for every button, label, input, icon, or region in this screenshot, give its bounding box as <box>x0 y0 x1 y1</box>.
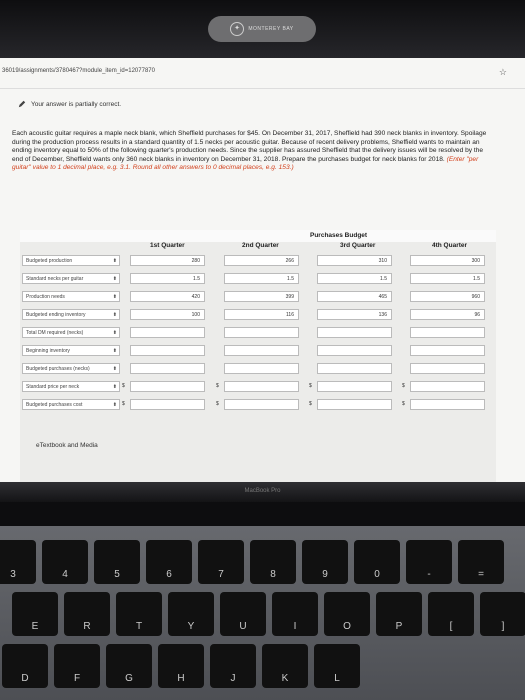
row-label-select[interactable] <box>22 381 120 392</box>
budget-input-q2[interactable]: 116 <box>224 309 299 320</box>
panel-title-bar <box>20 230 496 242</box>
row-label-text: Standard price per neck <box>26 384 80 390</box>
budget-input-q4[interactable] <box>410 381 485 392</box>
divider <box>0 88 525 89</box>
dollar-sign: $ <box>216 383 219 389</box>
budget-title: Purchases Budget <box>310 232 368 239</box>
brand-label: MacBook Pro <box>244 488 281 494</box>
table-row <box>20 309 496 324</box>
badge-text: MONTEREY BAY <box>248 26 294 32</box>
key[interactable]: T <box>116 592 162 636</box>
budget-input-q1[interactable] <box>130 363 205 374</box>
url-text: 36019/assignments/3780467?module_item_id=12077870 <box>2 68 155 74</box>
table-row <box>20 255 496 270</box>
row-label-text: Budgeted purchases cost <box>26 402 83 408</box>
key[interactable]: 9 <box>302 540 348 584</box>
budget-input-q1[interactable] <box>130 327 205 338</box>
keyboard <box>0 502 525 700</box>
row-label-text: Standard necks per guitar <box>26 276 84 282</box>
budget-input-q4[interactable]: 300 <box>410 255 485 266</box>
row-label-select[interactable] <box>22 327 120 338</box>
question-hint: (Enter "per guitar" value to 1 decimal place, e.g. 3.1. Round all other answers to 0 decimal places, e.g. 153.) <box>12 155 479 172</box>
budget-input-q2[interactable] <box>224 363 299 374</box>
row-label-select[interactable] <box>22 255 120 266</box>
budget-input-q4[interactable] <box>410 399 485 410</box>
dollar-sign: $ <box>122 383 125 389</box>
row-label-select[interactable] <box>22 399 120 410</box>
budget-input-q1[interactable] <box>130 399 205 410</box>
table-row <box>20 399 496 414</box>
key[interactable]: 5 <box>94 540 140 584</box>
key[interactable]: - <box>406 540 452 584</box>
row-label-select[interactable] <box>22 345 120 356</box>
key[interactable]: K <box>262 644 308 688</box>
key[interactable]: 6 <box>146 540 192 584</box>
key[interactable]: L <box>314 644 360 688</box>
quarter-3-header: 3rd Quarter <box>340 242 376 249</box>
key[interactable]: E <box>12 592 58 636</box>
dollar-sign: $ <box>402 401 405 407</box>
row-label-select[interactable] <box>22 273 120 284</box>
key[interactable]: 8 <box>250 540 296 584</box>
row-label-text: Beginning inventory <box>26 348 70 354</box>
select-arrow-icon: ⬍ <box>112 258 117 264</box>
budget-input-q3[interactable] <box>317 399 392 410</box>
budget-input-q3[interactable]: 465 <box>317 291 392 302</box>
badge-logo-icon: ✦ <box>230 22 244 36</box>
etextbook-link[interactable]: eTextbook and Media <box>36 442 98 449</box>
key[interactable]: = <box>458 540 504 584</box>
select-arrow-icon: ⬍ <box>112 312 117 318</box>
key[interactable]: I <box>272 592 318 636</box>
function-key-row[interactable] <box>0 502 525 526</box>
row-label-text: Production needs <box>26 294 65 300</box>
row-label-text: Total DM required (necks) <box>26 330 84 336</box>
budget-input-q4[interactable] <box>410 327 485 338</box>
key[interactable]: 3 <box>0 540 36 584</box>
key[interactable]: 0 <box>354 540 400 584</box>
dollar-sign: $ <box>309 383 312 389</box>
budget-input-q1[interactable]: 420 <box>130 291 205 302</box>
partial-correct-banner <box>18 100 121 108</box>
select-arrow-icon: ⬍ <box>112 366 117 372</box>
table-row <box>20 291 496 306</box>
budget-input-q2[interactable] <box>224 399 299 410</box>
key[interactable]: 4 <box>42 540 88 584</box>
table-row <box>20 363 496 378</box>
budget-input-q2[interactable] <box>224 381 299 392</box>
row-label-select[interactable] <box>22 363 120 374</box>
select-arrow-icon: ⬍ <box>112 276 117 282</box>
budget-input-q3[interactable] <box>317 381 392 392</box>
budget-input-q2[interactable] <box>224 345 299 356</box>
dollar-sign: $ <box>309 401 312 407</box>
row-label-select[interactable] <box>22 309 120 320</box>
row-label-text: Budgeted purchases (necks) <box>26 366 90 372</box>
key[interactable]: F <box>54 644 100 688</box>
device-badge <box>208 16 316 42</box>
budget-input-q2[interactable]: 1.5 <box>224 273 299 284</box>
key[interactable]: [ <box>428 592 474 636</box>
select-arrow-icon: ⬍ <box>112 384 117 390</box>
row-label-select[interactable] <box>22 291 120 302</box>
table-row <box>20 327 496 342</box>
pencil-icon <box>18 100 26 108</box>
row-label-text: Budgeted ending inventory <box>26 312 86 318</box>
dollar-sign: $ <box>402 383 405 389</box>
budget-input-q3[interactable]: 136 <box>317 309 392 320</box>
select-arrow-icon: ⬍ <box>112 402 117 408</box>
budget-input-q3[interactable] <box>317 345 392 356</box>
question-body: Each acoustic guitar requires a maple neck blank, which Sheffield purchases for $45. On December 31, 2017, Sheffield had 390 neck blanks in inventory. Spoilage during the production process results in a standard quantity of 1.5 necks per acoustic guitar. Because of recent delivery problems, Sheffield wants to maintain an ending inventory equal to 50% of the following quarter's production needs. Since the supplier has assured Sheffield that the delivery issues will be resolved by the end of December, Sheffield wants only 360 neck blanks in inventory on December 31, 2018. Prepare the purchases budget for neck blanks for 2018. <box>12 130 487 163</box>
key[interactable]: ] <box>480 592 525 636</box>
budget-input-q3[interactable] <box>317 327 392 338</box>
question-text <box>12 130 490 173</box>
table-row <box>20 273 496 288</box>
address-bar[interactable] <box>0 65 525 83</box>
bookmark-star-icon[interactable]: ☆ <box>498 67 507 77</box>
laptop-bezel <box>0 0 525 58</box>
budget-input-q1[interactable] <box>130 381 205 392</box>
table-row <box>20 345 496 360</box>
key[interactable]: J <box>210 644 256 688</box>
budget-input-q3[interactable]: 1.5 <box>317 273 392 284</box>
budget-input-q1[interactable]: 100 <box>130 309 205 320</box>
budget-input-q4[interactable]: 1.5 <box>410 273 485 284</box>
key[interactable]: H <box>158 644 204 688</box>
budget-input-q1[interactable]: 1.5 <box>130 273 205 284</box>
budget-input-q2[interactable] <box>224 327 299 338</box>
budget-input-q2[interactable]: 266 <box>224 255 299 266</box>
dollar-sign: $ <box>216 401 219 407</box>
key[interactable]: 7 <box>198 540 244 584</box>
row-label-text: Budgeted production <box>26 258 73 264</box>
key[interactable]: G <box>106 644 152 688</box>
budget-input-q1[interactable]: 280 <box>130 255 205 266</box>
budget-input-q1[interactable] <box>130 345 205 356</box>
budget-input-q3[interactable] <box>317 363 392 374</box>
key[interactable]: U <box>220 592 266 636</box>
budget-input-q4[interactable] <box>410 363 485 374</box>
table-row <box>20 381 496 396</box>
key[interactable]: P <box>376 592 422 636</box>
key[interactable]: D <box>2 644 48 688</box>
select-arrow-icon: ⬍ <box>112 348 117 354</box>
laptop-screen <box>0 58 525 482</box>
quarter-1-header: 1st Quarter <box>150 242 185 249</box>
budget-input-q4[interactable]: 960 <box>410 291 485 302</box>
status-message: Your answer is partially correct. <box>31 100 122 108</box>
budget-input-q4[interactable]: 96 <box>410 309 485 320</box>
key[interactable]: R <box>64 592 110 636</box>
budget-input-q4[interactable] <box>410 345 485 356</box>
select-arrow-icon: ⬍ <box>112 330 117 336</box>
quarter-4-header: 4th Quarter <box>432 242 468 249</box>
key[interactable]: O <box>324 592 370 636</box>
select-arrow-icon: ⬍ <box>112 294 117 300</box>
dollar-sign: $ <box>122 401 125 407</box>
budget-input-q2[interactable]: 399 <box>224 291 299 302</box>
budget-input-q3[interactable]: 310 <box>317 255 392 266</box>
quarter-2-header: 2nd Quarter <box>242 242 279 249</box>
key[interactable]: Y <box>168 592 214 636</box>
